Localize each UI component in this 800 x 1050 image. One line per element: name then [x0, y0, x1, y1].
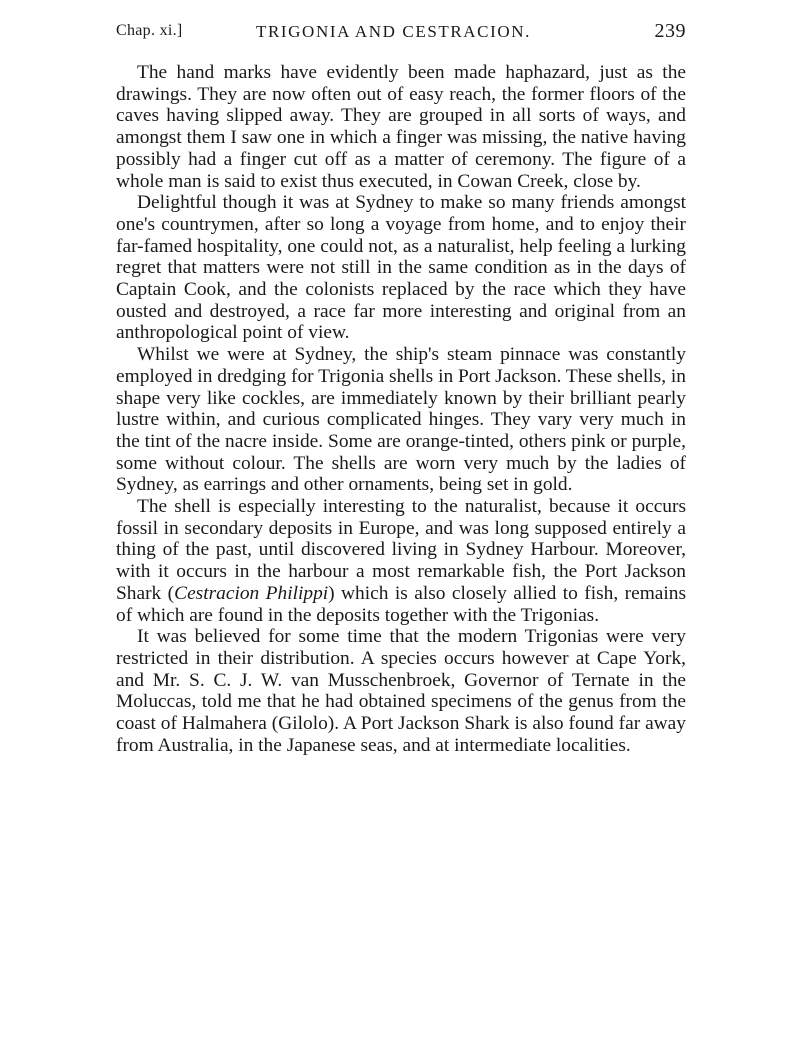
species-name-italic: Cestracion Philippi — [174, 582, 329, 604]
page-number: 239 — [654, 20, 686, 42]
fossil-text-before: The shell is especially interesting to the naturalist, because it occurs fossil in secondary deposits in Europe, and was long supposed entirely a thing of the past, until discovered living in Sydney Harbour. Moreover, with it occurs in the harbour a most remarkable fish, the Port Jackson Shark ( — [116, 496, 686, 604]
chapter-label: Chap. xi.] — [116, 22, 183, 39]
paragraph-distribution: It was believed for some time that the modern Trigonias were very restricted in their distribution. A species occurs however at Cape York, and Mr. S. C. J. W. van Musschenbroek, Governor of Ternate in the Moluccas, told me that he had obtained specimens of the genus from the coast of Halmahera (Gilolo). A Port Jackson Shark is also found far away from Australia, in the Japanese seas, and at intermediate localities. — [116, 626, 686, 756]
paragraph-trigonia-dredging: Whilst we were at Sydney, the ship's steam pinnace was constantly employed in dredging for Trigonia shells in Port Jackson. These shells, in shape very like cockles, are immediately known by their brilliant pearly lustre within, and curious complicated hinges. They vary very much in the tint of the nacre inside. Some are orange-tinted, others pink or purple, some without colour. The shells are worn very much by the ladies of Sydney, as earrings and other ornaments, being set in gold. — [116, 344, 687, 496]
running-head — [116, 20, 686, 48]
body-text — [116, 62, 686, 757]
paragraph-hand-marks: The hand marks have evidently been made haphazard, just as the drawings. They are now often out of easy reach, the former floors of the caves having slipped away. They are grouped in all sorts of ways, and amongst them I saw one in which a finger was missing, the native having possibly had a finger cut off as a matter of ceremony. The figure of a whole man is said to exist thus executed, in Cowan Creek, close by. — [116, 62, 686, 192]
fossil-text-after: ) which is also closely allied to fish, remains of which are found in the deposits together with the Trigonias. — [116, 582, 687, 626]
paragraph-fossil-shell — [116, 496, 686, 626]
paragraph-sydney-friends: Delightful though it was at Sydney to make so many friends amongst one's countrymen, after so long a voyage from home, and to enjoy their far-famed hospitality, one could not, as a naturalist, help feeling a lurking regret that matters were not still in the same condition as in the days of Captain Cook, and the colonists replaced by the race which they have ousted and destroyed, a race far more interesting and original from an anthropological point of view. — [116, 192, 686, 344]
running-title: TRIGONIA AND CESTRACION. — [256, 22, 531, 41]
